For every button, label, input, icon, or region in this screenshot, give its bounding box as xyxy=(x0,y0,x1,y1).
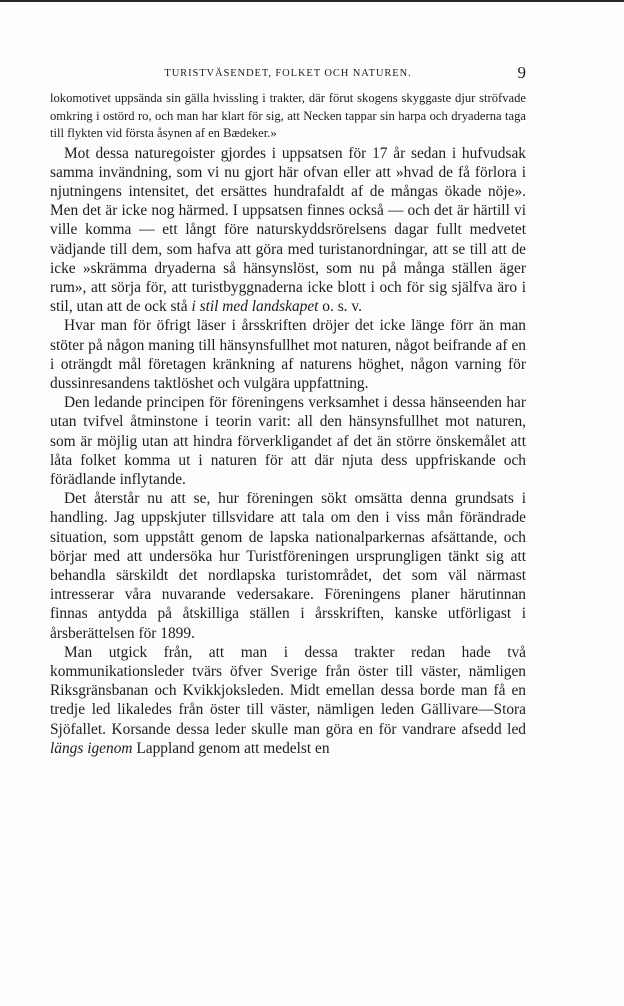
page-number: 9 xyxy=(517,63,526,82)
paragraph-ledande-principen: Den ledande principen för föreningens verksamhet i dessa hänseenden har utan tvifvel åtminstone i teorin varit: all den hänsynsfullhet mot naturen, som är möjlig utan att hindra förverkligandet af det än större önskemålet att låta folket komma ut i naturen för att där njuta dess uppfriskande och förädlande inflytande. xyxy=(50,394,526,488)
paragraph-text: Man utgick från, att man i dessa trakter redan hade två kommunikationsleder tvärs öfver Sverige från öster till väster, nämligen Riksgränsbanan och Kvikkjoksleden. Midt emellan dessa borde man få en tredje led likaledes från öster till väster, nämligen leden Gällivare—Stora Sjöfallet. Korsande dessa leder skulle man göra en för vandrare afsedd led xyxy=(50,643,526,738)
paragraph-naturegoister xyxy=(50,144,526,317)
running-head xyxy=(50,62,526,90)
running-title: TURISTVÄSENDET, FOLKET OCH NATUREN. xyxy=(164,68,412,79)
paragraph-arsskriften: Hvar man för öfrigt läser i årsskriften dröjer det icke länge förr än man stöter på någon maning till hänsynsfullhet mot naturen, något beifrande af en i oträngdt mål företagen kränkning af naturens höghet, någon varning för dussinresandens taktlöshet och vulgära uppfattning. xyxy=(50,317,526,392)
top-border-rule xyxy=(0,0,624,2)
paragraph-text-after: Lappland genom att medelst en xyxy=(132,739,330,757)
paragraph-text-after: o. s. v. xyxy=(318,298,362,316)
paragraph-grundsats: Det återstår nu att se, hur föreningen sökt omsätta denna grundsats i handling. Jag uppskjuter tillsvidare att tala om den i viss mån förändrade situation, som uppstått genom de lapska nationalparkernas afsättande, och börjar med att undersöka hur Turistföreningen ursprungligen tänkt sig att behandla särskildt det nordlapska turistområdet, det som väl närmast intresserar våra nuvarande vedersakare. Föreningens planer härutinnan finnas antydda på åtskilliga ställen i årsskriften, kanske utförligast i årsberättelsen för 1899. xyxy=(50,490,526,642)
italic-phrase: i stil med landskapet xyxy=(191,298,319,316)
italic-phrase: längs igenom xyxy=(50,739,133,757)
paragraph-kommunikationsleder xyxy=(50,643,526,758)
book-page xyxy=(50,62,526,758)
paragraph-text: Mot dessa naturegoister gjordes i uppsatsen för 17 år sedan i hufvudsak samma invändning, som vi nu gjort här ofvan eller att »hvad de få förlora i njutningens intensitet, det ersättes hundrafaldt af de mångas ökade nöje». Men det är icke nog härmed. I uppsatsen finnes också — och det är härtill vi ville komma — ett långt före naturskyddsrörelsens dagar fullt medvetet vädjande till dem, som hafva att göra med turistanordningar, att se till att de icke »skrämma dryaderna så hänsynslöst, som nu på många ställen äger rum», att sörja för, att turistbyggnaderna icke blott i och för sig själfva äro i stil, utan att de ock stå xyxy=(50,144,526,316)
quote-continuation: lokomotivet uppsända sin gälla hvissling i trakter, där förut skogens skyggaste djur ströfvade omkring i ostörd ro, och man har klart för sig, att Necken tappar sin harpa och dryaderna taga till flykten vid första åsynen af en Bædeker.» xyxy=(50,91,526,140)
